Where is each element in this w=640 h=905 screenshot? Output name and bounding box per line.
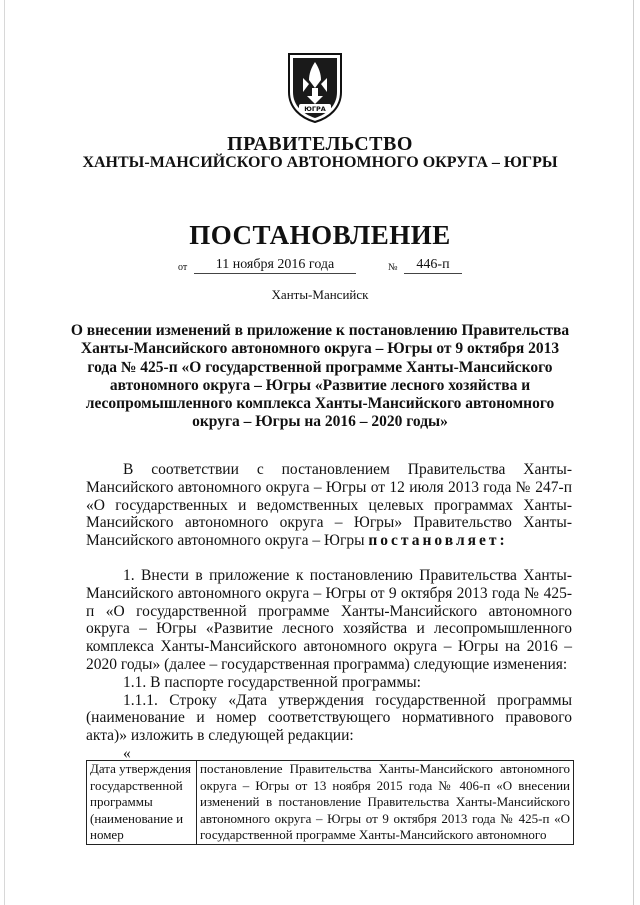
date-number-line: [178, 256, 478, 276]
region-title: ХАНТЫ-МАНСИЙСКОГО АВТОНОМНОГО ОКРУГА – ЮГРЫ: [82, 154, 558, 171]
government-title: ПРАВИТЕЛЬСТВО: [227, 133, 413, 155]
table-cell-content: постановление Правительства Ханты-Мансийского автономного округа – Югры от 13 ноября 2015 года № 406-п «О внесении изменений в постановление Правительства Ханты-Мансийского автономного округа – Югры от 9 октября 2013 года № 425-п «О государственной программе Ханты-Мансийского автономного: [197, 761, 574, 845]
emblem-lettering: ЮГРА: [304, 105, 326, 113]
table-row: [87, 761, 574, 845]
table-cell-label: Дата утверждения государственной программы (наименование и номер: [87, 761, 197, 845]
amendment-table: [86, 760, 574, 845]
document-date: 11 ноября 2016 года: [194, 256, 356, 274]
preamble-text: В соответствии с постановлением Правительства Ханты-Мансийского автономного округа – Югры от 12 июля 2013 года № 247-п «О государственных и ведомственных целевых программах Ханты-Мансийского автономного округа – Югры» Правительство Ханты-Мансийского автономного округа – Югры: [86, 461, 572, 550]
document-city: Ханты-Мансийск: [271, 287, 369, 302]
item-1-paragraph: 1. Внести в приложение к постановлению Правительства Ханты-Мансийского автономного округа – Югры от 9 октября 2013 года № 425-п «О государственной программе Ханты-Мансийского автономного округа – Югры «Развитие лесного хозяйства и лесопромышленного комплекса Ханты-Мансийского автономного округа – Югры на 2016 – 2020 годы» (далее – государственная программа) следующие изменения:: [86, 566, 572, 673]
coat-of-arms-emblem: [285, 48, 345, 124]
document-number: 446-п: [404, 256, 462, 274]
item-1-1-paragraph: 1.1. В паспорте государственной программы:: [123, 673, 421, 691]
preamble-paragraph: [86, 461, 572, 550]
date-label: от: [178, 262, 188, 273]
document-type: ПОСТАНОВЛЕНИЕ: [189, 220, 451, 250]
document-body: [86, 461, 572, 763]
decree-word: постановляет:: [368, 532, 508, 550]
item-1-1-1-paragraph: 1.1.1. Строку «Дата утверждения государственной программы (наименование и номер соответствующего нормативного правового акта)» изложить в следующей редакции:: [86, 691, 572, 745]
opening-quote: «: [123, 744, 131, 762]
number-label: №: [388, 262, 398, 273]
document-subject: О внесении изменений в приложение к постановлению Правительства Ханты-Мансийского автономного округа – Югры от 9 октября 2013 года № 425-п «О государственной программе Ханты-Мансийского автономного округа – Югры «Развитие лесного хозяйства и лесопромышленного комплекса Ханты-Мансийского автономного округа – Югры на 2016 – 2020 годы»: [70, 322, 570, 431]
